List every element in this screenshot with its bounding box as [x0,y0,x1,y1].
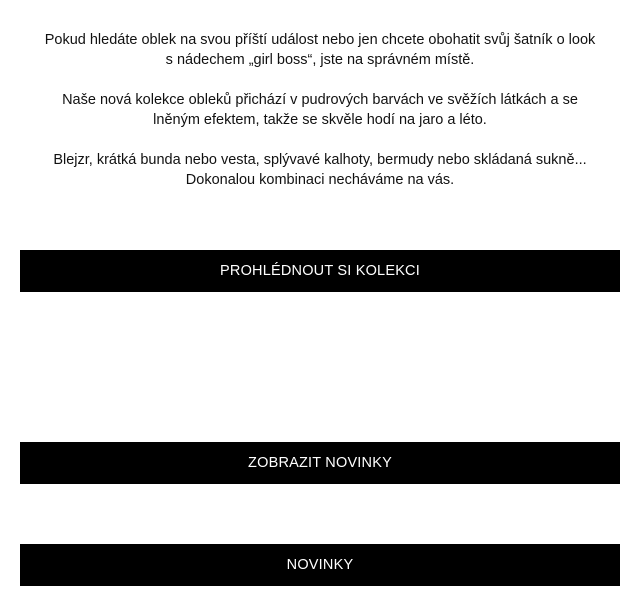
intro-paragraph-3: Blejzr, krátká bunda nebo vesta, splývavé kalhoty, bermudy nebo skládaná sukně... Dokonalou kombinaci necháváme na vás. [53,152,587,188]
intro-paragraph-1: Pokud hledáte oblek na svou příští událost nebo jen chcete obohatit svůj šatník o look s nádechem „girl boss“, jste na správném místě. [44,32,596,68]
news-button[interactable] [20,544,620,586]
view-collection-label: PROHLÉDNOUT SI KOLEKCI [220,263,420,279]
intro-text-block [40,30,600,190]
show-new-arrivals-button[interactable] [20,442,620,484]
intro-paragraph-2: Naše nová kolekce obleků přichází v pudrových barvách ve svěžích látkách a se lněným efektem, takže se skvěle hodí na jaro a léto. [62,92,578,128]
show-new-arrivals-label: ZOBRAZIT NOVINKY [248,455,392,471]
view-collection-button[interactable] [20,250,620,292]
news-label: NOVINKY [286,557,354,573]
